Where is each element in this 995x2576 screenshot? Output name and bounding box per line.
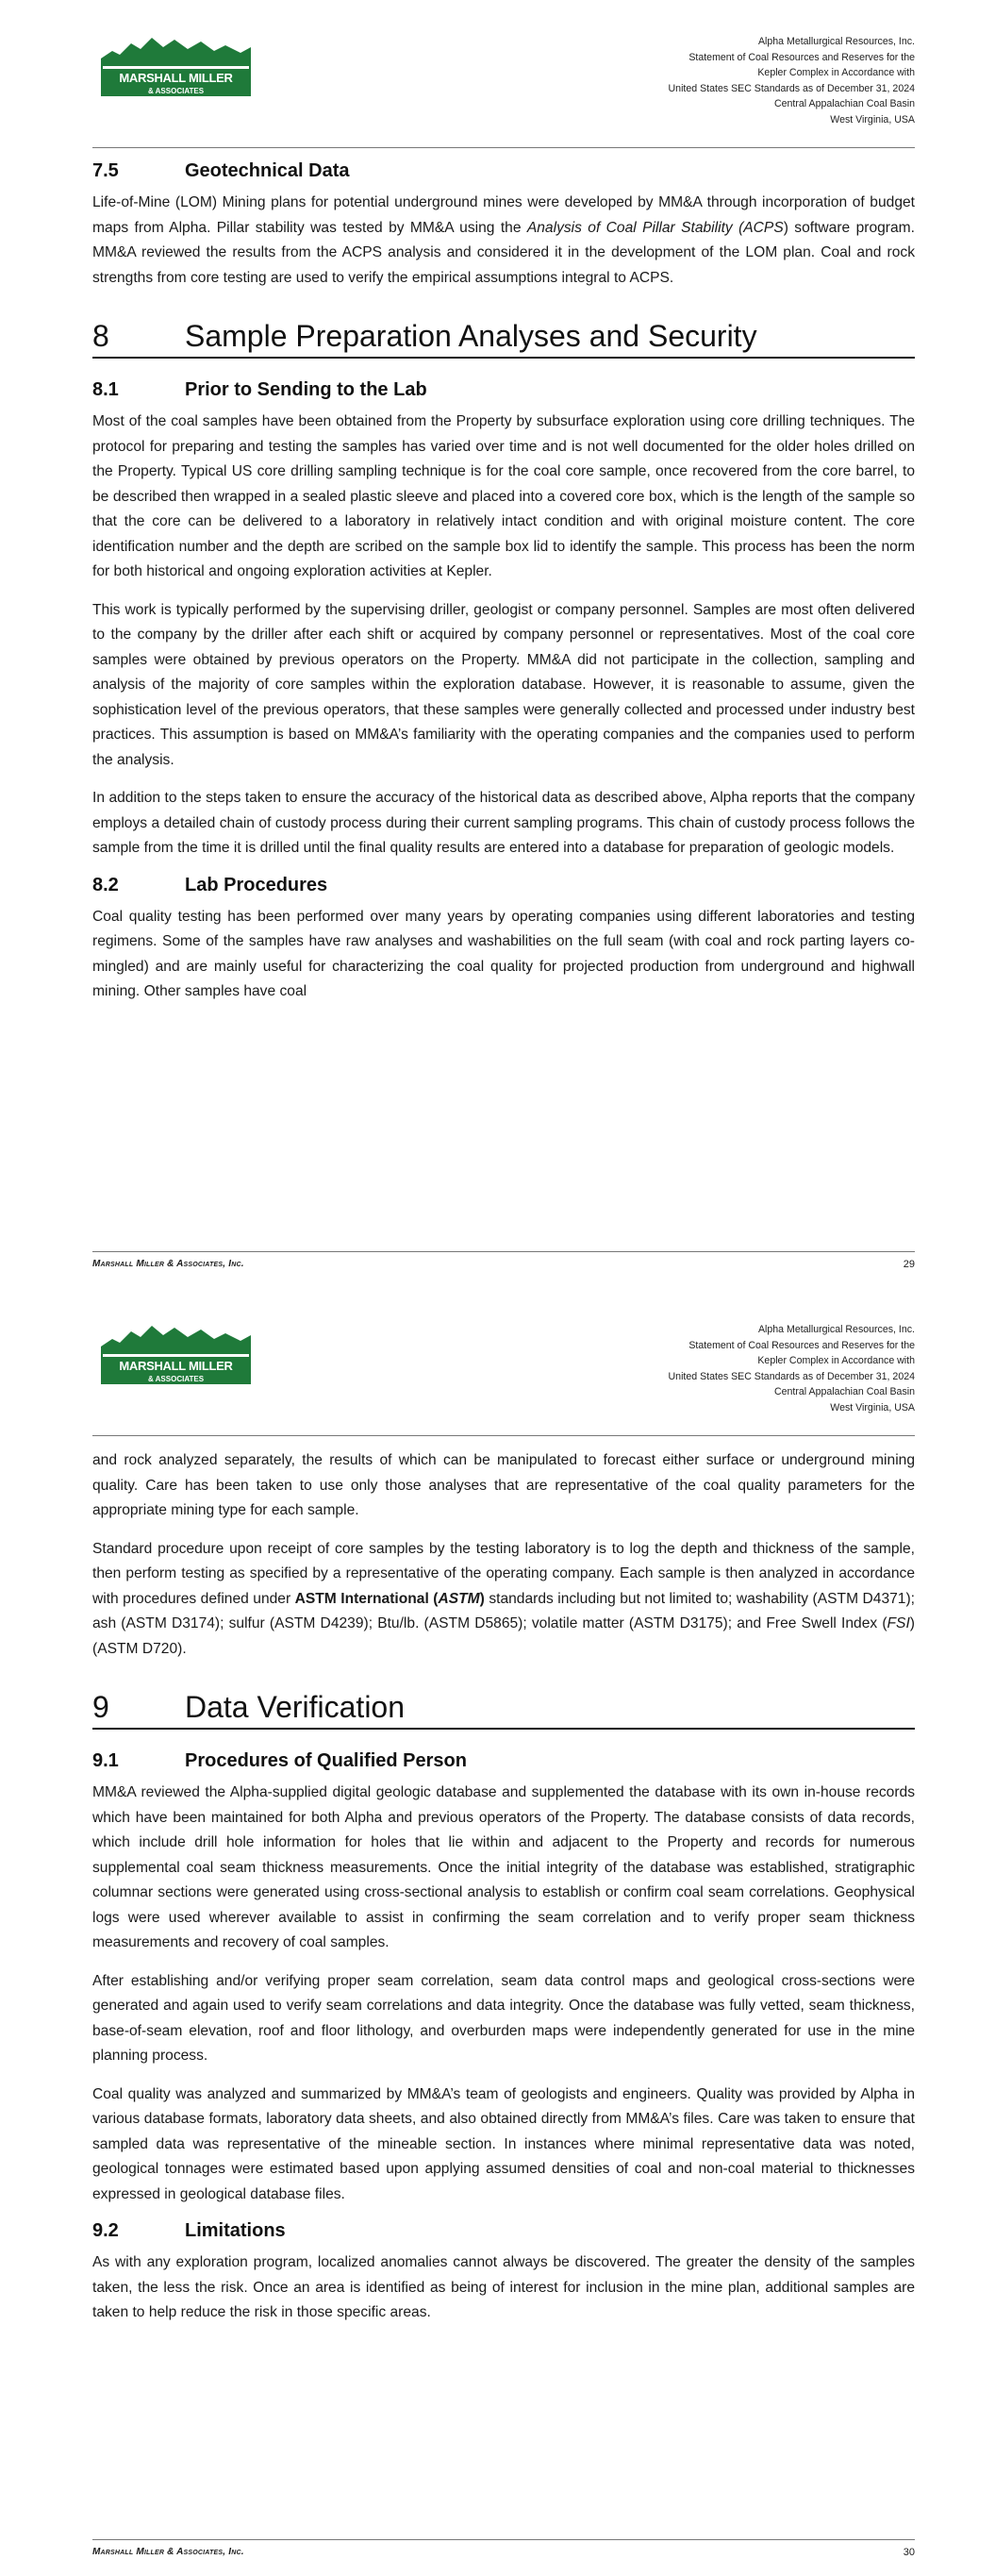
text-run: ) software program. MM&A reviewed the results from the ACPS analysis and considered it in the development of the LOM plan. Coal and rock strengths from core testing are used to verify the empirical assumptions integral to ACPS. bbox=[92, 219, 915, 286]
page-header bbox=[92, 26, 915, 147]
header-line: West Virginia, USA bbox=[830, 1401, 915, 1413]
svg-text:& ASSOCIATES: & ASSOCIATES bbox=[147, 87, 205, 95]
section-title: Prior to Sending to the Lab bbox=[185, 379, 427, 400]
paragraph bbox=[92, 1537, 915, 1663]
header-line: United States SEC Standards as of December 31, 2024 bbox=[668, 1370, 915, 1382]
paragraph: As with any exploration program, localized anomalies cannot always be discovered. The greater the density of the samples taken, the less the risk. Once an area is identified as being of interest for inclusion in the mine plan, additional samples are taken to help reduce the risk in those specific areas. bbox=[92, 2254, 915, 2320]
text-run-bold-italic: ASTM bbox=[438, 1590, 480, 1607]
page-content bbox=[92, 160, 915, 1005]
paragraph: Coal quality testing has been performed over many years by operating companies using different laboratories and testing regimens. Some of the samples have raw analyses and washabilities on the full seam (with coal and rock parting layers co-mingled) and are mainly useful for characterizing the coal quality for projected production from underground and highwall mining. Other samples have coal bbox=[92, 908, 915, 999]
text-run: Standard procedure upon receipt of core samples by the testing laboratory is to log the depth and thickness of the sample, then perform testing as specified by a representative of the operating company. Each sample is then analyzed in accordance with procedures defined under bbox=[92, 1540, 915, 1607]
company-logo bbox=[99, 30, 253, 98]
footer-divider bbox=[92, 2539, 915, 2540]
header-line: West Virginia, USA bbox=[830, 113, 915, 125]
text-run-italic: Analysis of Coal Pillar Stability (ACPS bbox=[526, 219, 784, 236]
section-heading-9-2 bbox=[92, 2220, 915, 2242]
section-heading-7-5 bbox=[92, 160, 915, 182]
footer-company: Marshall Miller & Associates, Inc. bbox=[92, 2547, 244, 2557]
paragraph: MM&A reviewed the Alpha-supplied digital geologic database and supplemented the database with its own in-house records which have been maintained for both Alpha and previous operators of the Property. The database consists of data records, which include drill hole information for holes that lie within and adjacent to the Property and records for numerous supplemental coal seam thickness measurements. Once the initial integrity of the database was established, stratigraphic columnar sections were generated using cross-sectional analysis to establish or confirm coal seam correlations. Geophysical logs were used wherever available to assist in confirming the seam correlation and to verify proper seam thickness measurements and recovery of coal samples. bbox=[92, 1784, 915, 1950]
section-number: 8.1 bbox=[92, 379, 119, 400]
page-number: 29 bbox=[903, 1259, 915, 1270]
chapter-title: Sample Preparation Analyses and Security bbox=[185, 319, 757, 353]
text-run: ) (ASTM D720). bbox=[92, 1615, 915, 1657]
header-line: United States SEC Standards as of December 31, 2024 bbox=[668, 82, 915, 94]
page-header bbox=[92, 1314, 915, 1435]
section-title: Limitations bbox=[185, 2220, 286, 2241]
header-line: Statement of Coal Resources and Reserves for the bbox=[688, 51, 915, 63]
header-text bbox=[669, 34, 915, 128]
svg-text:MARSHALL MILLER: MARSHALL MILLER bbox=[119, 1359, 233, 1373]
header-line: Central Appalachian Coal Basin bbox=[774, 98, 915, 110]
text-run-bold: ) bbox=[479, 1590, 485, 1607]
section-heading-8-1 bbox=[92, 379, 915, 401]
section-title: Lab Procedures bbox=[185, 874, 328, 895]
section-title: Procedures of Qualified Person bbox=[185, 1750, 467, 1771]
chapter-title: Data Verification bbox=[185, 1690, 406, 1724]
paragraph: and rock analyzed separately, the results of which can be manipulated to forecast either surface or underground mining quality. Care has been taken to use only those analyses that are representative of the coal quality parameters for the appropriate mining type for each sample. bbox=[92, 1452, 915, 1518]
paragraph: In addition to the steps taken to ensure the accuracy of the historical data as described above, Alpha reports that the company employs a detailed chain of custody process during their current sampling programs. This chain of custody process follows the sample from the time it is drilled until the final quality results are entered into a database for preparation of geologic models. bbox=[92, 790, 915, 856]
svg-text:MARSHALL MILLER: MARSHALL MILLER bbox=[119, 71, 233, 85]
page-number: 30 bbox=[903, 2547, 915, 2558]
section-number: 9.1 bbox=[92, 1750, 119, 1771]
text-run: Life-of-Mine (LOM) Mining plans for potential underground mines were developed by MM&A through incorporation of budget maps from Alpha. Pillar stability was tested by MM&A using the bbox=[92, 194, 915, 236]
section-title: Geotechnical Data bbox=[185, 160, 350, 181]
header-line: Alpha Metallurgical Resources, Inc. bbox=[757, 36, 915, 47]
page-content bbox=[92, 1448, 915, 2326]
paragraph bbox=[92, 191, 915, 291]
section-heading-9-1 bbox=[92, 1750, 915, 1772]
text-run: standards including but not limited to; washability (ASTM D4371); ash (ASTM D3174); sulfur (ASTM D4239); Btu/lb. (ASTM D5865); volatile matter (ASTM D3175); and Free Swell Index ( bbox=[92, 1590, 915, 1631]
section-number: 7.5 bbox=[92, 160, 119, 181]
chapter-number: 8 bbox=[92, 319, 109, 353]
header-text bbox=[669, 1322, 915, 1416]
chapter-heading-9 bbox=[92, 1690, 915, 1730]
chapter-number: 9 bbox=[92, 1690, 109, 1724]
text-run-bold: ASTM International ( bbox=[294, 1590, 439, 1607]
page-footer bbox=[92, 2539, 915, 2560]
page-footer bbox=[92, 1251, 915, 1272]
paragraph: This work is typically performed by the supervising driller, geologist or company personnel. Samples are most often delivered to the company by the driller after each shift or acquired by company personnel or representatives. Most of the coal core samples were obtained by previous operators on the Property. MM&A did not participate in the collection, sampling and analysis of the majority of core samples within the exploration database. However, it is reasonable to assume, given the sophistication level of the previous operators, that these samples were generally collected and processed under industry best practices. This assumption is based on MM&A’s familiarity with the operating companies and the companies used to perform the analysis. bbox=[92, 601, 915, 768]
header-line: Alpha Metallurgical Resources, Inc. bbox=[757, 1324, 915, 1335]
header-line: Central Appalachian Coal Basin bbox=[774, 1386, 915, 1398]
section-number: 8.2 bbox=[92, 874, 119, 895]
section-number: 9.2 bbox=[92, 2220, 119, 2241]
header-line: Kepler Complex in Accordance with bbox=[757, 67, 915, 79]
chapter-heading-8 bbox=[92, 319, 915, 359]
page-30 bbox=[0, 1288, 995, 2576]
svg-text:& ASSOCIATES: & ASSOCIATES bbox=[147, 1375, 205, 1383]
paragraph: Most of the coal samples have been obtained from the Property by subsurface exploration using core drilling techniques. The protocol for preparing and testing the samples has varied over time and is not well documented for the older holes drilled on the Property. Typical US core drilling sampling technique is for the coal core sample, once recovered from the core barrel, to be described then wrapped in a sealed plastic sleeve and placed into a covered core box, which is the length of the sample so that the core can be delivered to a laboratory in relatively intact condition and with original moisture content. The core identification number and the depth are scribed on the sample box lid to identify the sample. This process has been the norm for both historical and ongoing exploration activities at Kepler. bbox=[92, 413, 915, 579]
header-divider bbox=[92, 1435, 915, 1436]
header-divider bbox=[92, 147, 915, 148]
company-logo bbox=[99, 1318, 253, 1386]
paragraph: Coal quality was analyzed and summarized by MM&A’s team of geologists and engineers. Quality was provided by Alpha in various database formats, laboratory data sheets, and also obtained directly from MM&A’s files. Care was taken to ensure that sampled data was representative of the mineable section. In instances where minimal representative data was noted, geological tonnages were estimated based upon applying assumed densities of coal and non-coal material to thicknesses expressed in geological database files. bbox=[92, 2085, 915, 2202]
header-line: Statement of Coal Resources and Reserves for the bbox=[688, 1339, 915, 1351]
paragraph: After establishing and/or verifying proper seam correlation, seam data control maps and geological cross-sections were generated and again used to verify seam correlations and data integrity. Once the database was fully vetted, seam thickness, base-of-seam elevation, roof and floor lithology, and overburden maps were independently generated for use in the mine planning process. bbox=[92, 1972, 915, 2064]
footer-divider bbox=[92, 1251, 915, 1252]
header-line: Kepler Complex in Accordance with bbox=[757, 1355, 915, 1367]
section-heading-8-2 bbox=[92, 875, 915, 896]
footer-company: Marshall Miller & Associates, Inc. bbox=[92, 1259, 244, 1269]
text-run-italic: FSI bbox=[887, 1615, 910, 1631]
